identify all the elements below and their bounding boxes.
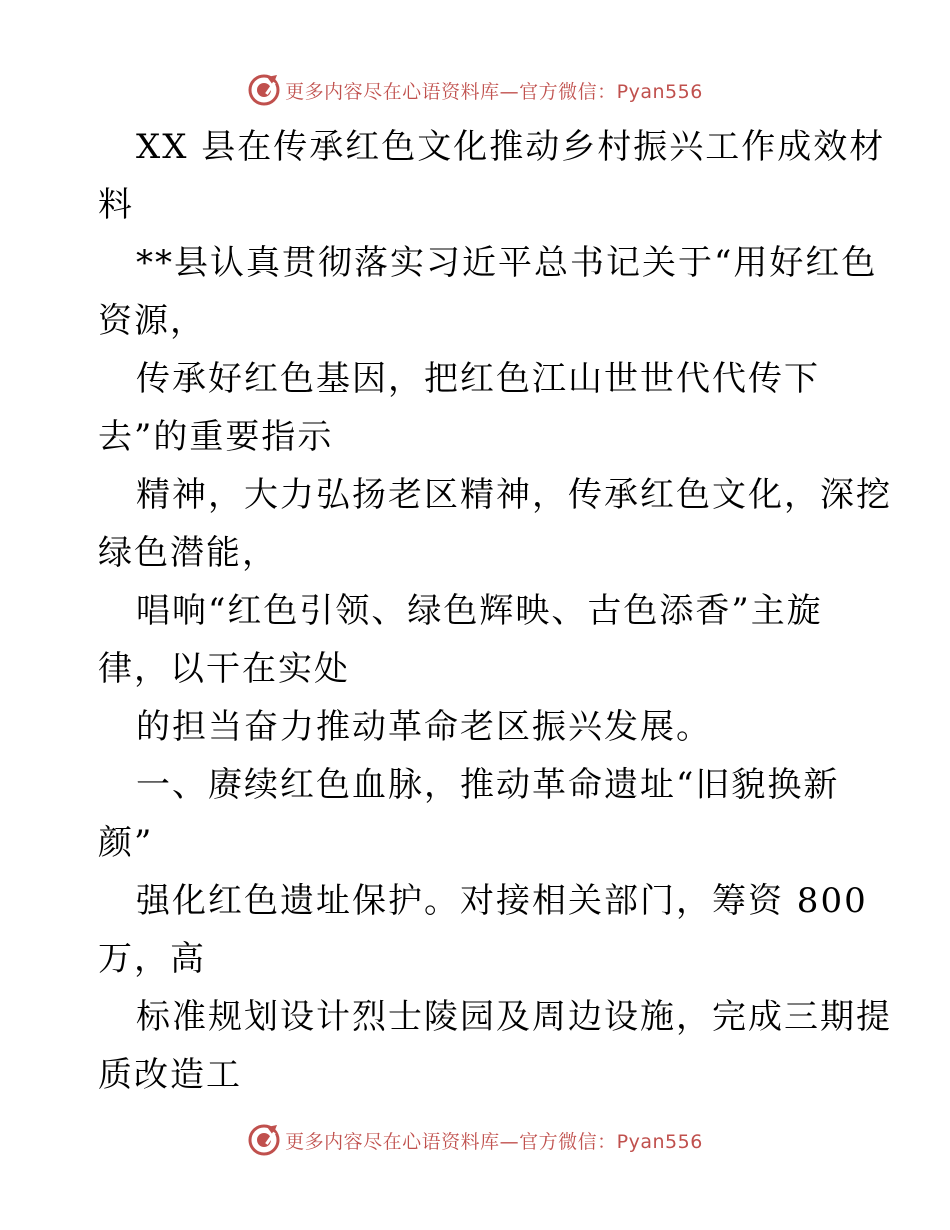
doc-line-3: **县认真贯彻落实习近平总书记关于“用好红色 bbox=[136, 243, 878, 283]
document-body bbox=[98, 118, 892, 1104]
doc-line-16: 标准规划设计烈士陵园及周边设施，完成三期提 bbox=[136, 997, 892, 1037]
doc-line-10: 律，以干在实处 bbox=[98, 649, 350, 689]
watermark-footer bbox=[0, 1118, 950, 1162]
doc-line-7: 精神，大力弘扬老区精神，传承红色文化，深挖 bbox=[136, 475, 892, 515]
doc-line-13: 颜” bbox=[98, 823, 154, 863]
watermark-logo-icon bbox=[247, 73, 281, 107]
watermark-logo-icon bbox=[247, 1123, 281, 1157]
doc-line-4: 资源， bbox=[98, 301, 206, 341]
doc-line-2: 料 bbox=[98, 185, 134, 225]
doc-line-17: 质改造工 bbox=[98, 1055, 242, 1095]
watermark-text: 更多内容尽在心语资料库—官方微信：Pyan556 bbox=[285, 1130, 703, 1153]
doc-line-8: 绿色潜能， bbox=[98, 533, 278, 573]
doc-line-6: 去”的重要指示 bbox=[98, 417, 334, 457]
doc-line-9: 唱响“红色引领、绿色辉映、古色添香”主旋 bbox=[136, 591, 823, 631]
doc-line-15: 万，高 bbox=[98, 939, 206, 979]
doc-line-14: 强化红色遗址保护。对接相关部门，筹资 800 bbox=[136, 881, 868, 921]
doc-line-1: XX 县在传承红色文化推动乡村振兴工作成效材 bbox=[136, 127, 886, 167]
doc-line-5: 传承好红色基因，把红色江山世世代代传下 bbox=[136, 359, 820, 399]
doc-line-11: 的担当奋力推动革命老区振兴发展。 bbox=[136, 707, 712, 747]
doc-line-12: 一、赓续红色血脉，推动革命遗址“旧貌换新 bbox=[136, 765, 840, 805]
watermark-header bbox=[0, 68, 950, 112]
watermark-text: 更多内容尽在心语资料库—官方微信：Pyan556 bbox=[285, 80, 703, 103]
